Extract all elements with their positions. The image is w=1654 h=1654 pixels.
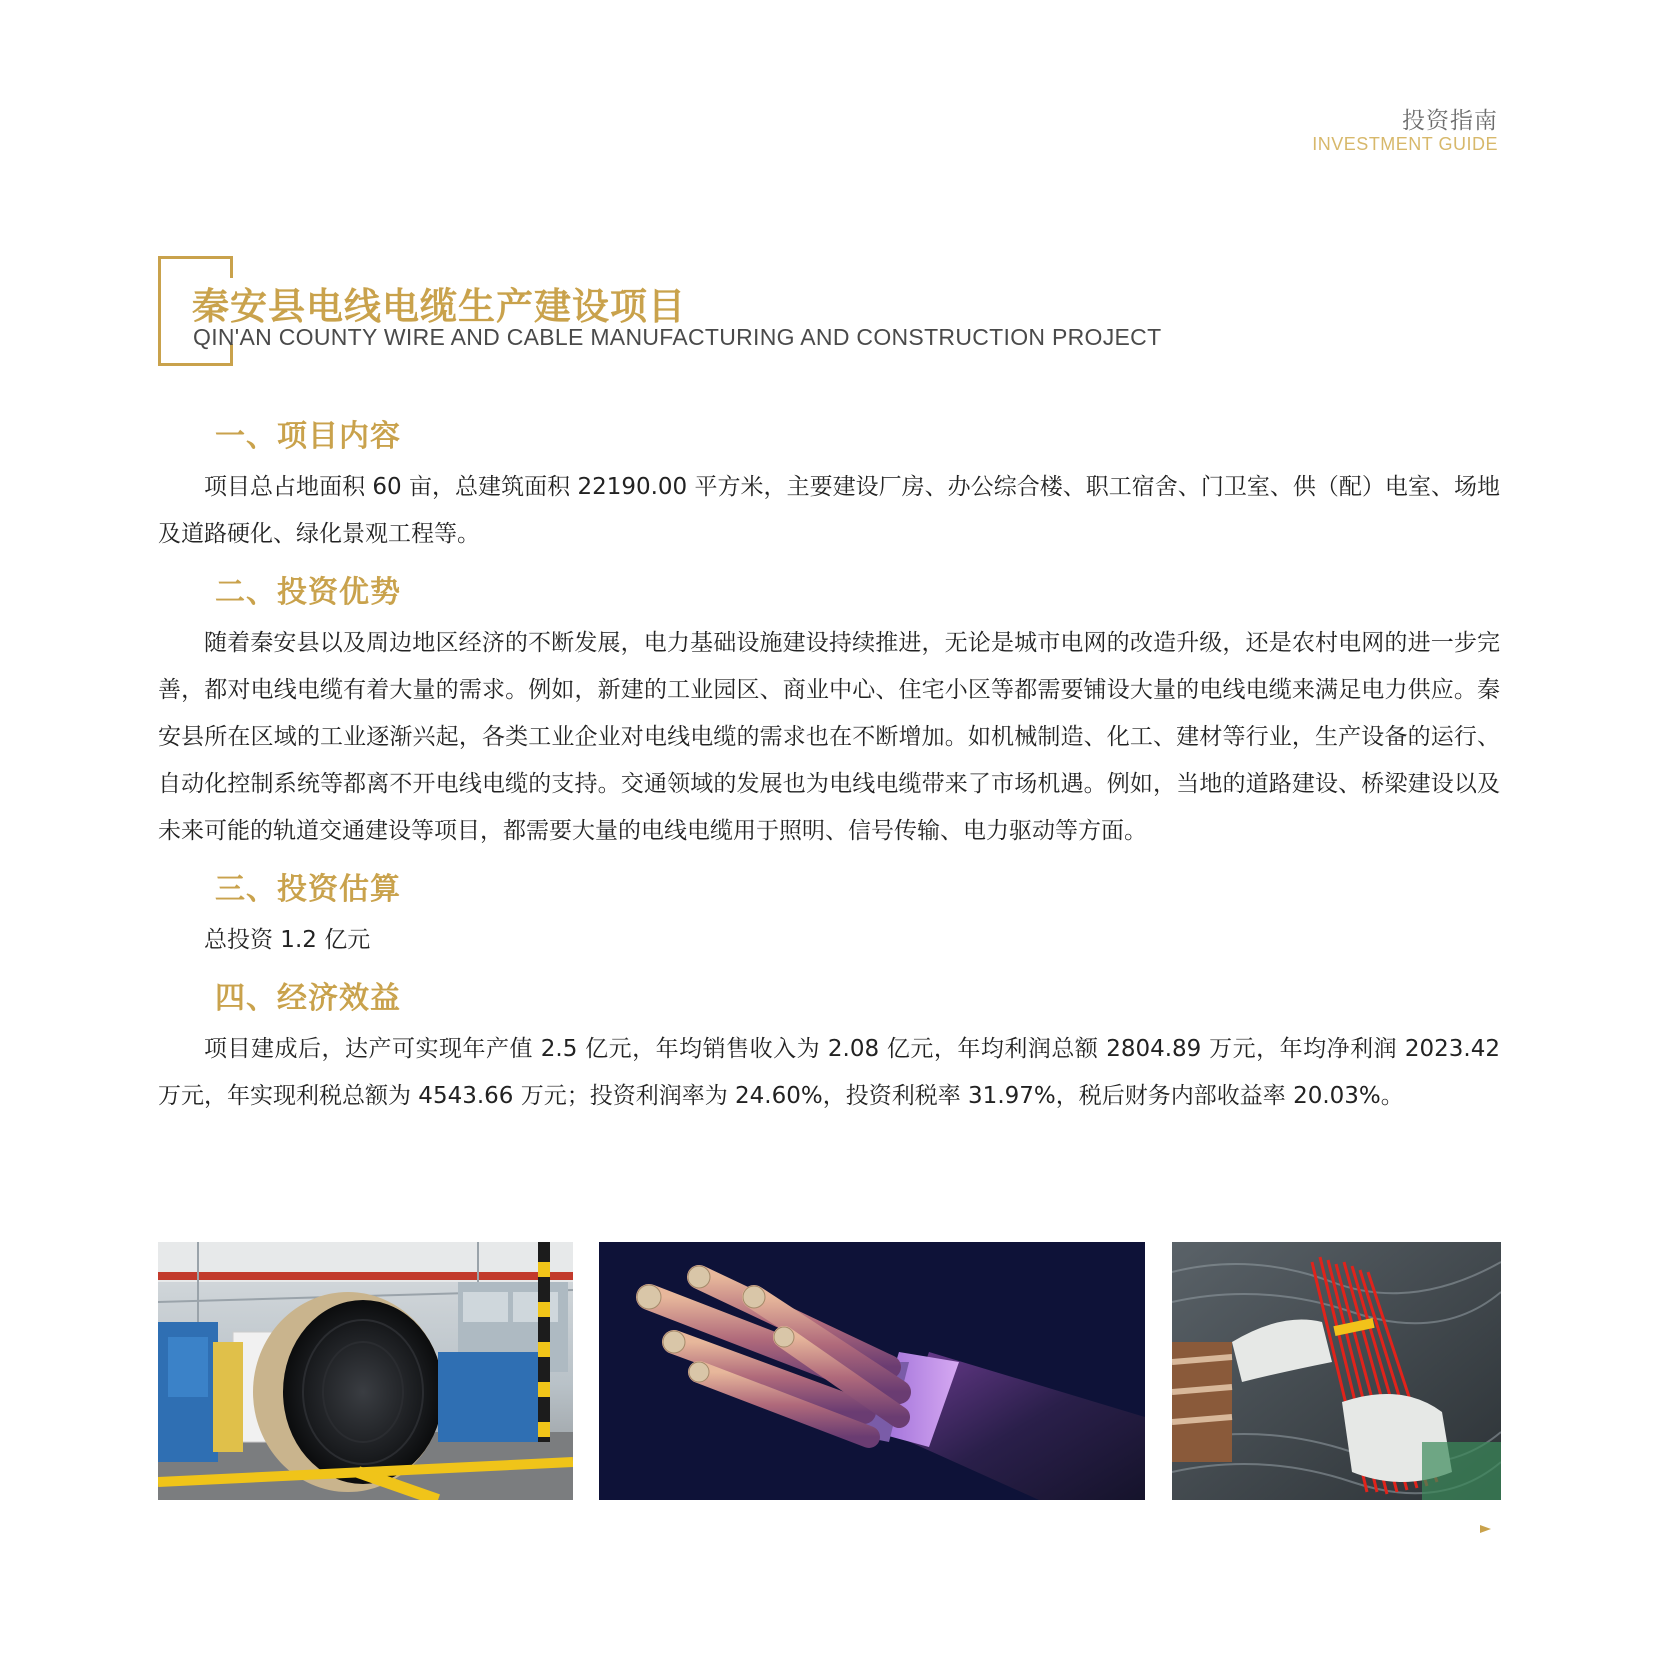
multicore-cable-render-photo [599,1242,1145,1500]
section-text-content: 项目总占地面积 60 亩，总建筑面积 22190.00 平方米，主要建设厂房、办公综合楼、职工宿舍、门卫室、供（配）电室、场地及道路硬化、绿化景观工程等。 [158,474,1500,547]
red-wire-bundle-photo [1172,1242,1501,1500]
section-text-benefits: 项目建成后，达产可实现年产值 2.5 亿元，年均销售收入为 2.08 亿元，年均利润总额 2804.89 万元，年均净利润 2023.42 万元，年实现利税总额为 4543.66 万元；投资利润率为 24.60%，投资利税率 31.97%，税后财务内部收益率 20.03%。 [158,1036,1500,1109]
photo-strip [158,1242,1500,1500]
section-heading-advantages: 二、投资优势 [215,575,401,610]
guide-title-en: INVESTMENT GUIDE [1312,134,1498,154]
project-title-cn: 秦安县电线电缆生产建设项目 [192,285,686,328]
section-heading-content: 一、项目内容 [215,419,401,454]
project-title-en: QIN'AN COUNTY WIRE AND CABLE MANUFACTURING AND CONSTRUCTION PROJECT [193,324,1162,350]
section-heading-benefits: 四、经济效益 [215,981,401,1016]
section-text-advantages: 随着秦安县以及周边地区经济的不断发展，电力基础设施建设持续推进，无论是城市电网的改造升级，还是农村电网的进一步完善，都对电线电缆有着大量的需求。例如，新建的工业园区、商业中心、住宅小区等都需要铺设大量的电线电缆来满足电力供应。秦安县所在区域的工业逐渐兴起，各类工业企业对电线电缆的需求也在不断增加。如机械制造、化工、建材等行业，生产设备的运行、自动化控制系统等都离不开电线电缆的支持。交通领域的发展也为电线电缆带来了市场机遇。例如，当地的道路建设、桥梁建设以及未来可能的轨道交通建设等项目，都需要大量的电线电缆用于照明、信号传输、电力驱动等方面。 [158,630,1500,844]
section-text-estimate: 总投资 1.2 亿元 [204,927,371,953]
guide-title-cn: 投资指南 [1402,108,1498,134]
project-body [158,414,1500,1124]
section-heading-estimate: 三、投资估算 [215,872,401,907]
factory-cable-drum-photo [158,1242,573,1500]
page-corner-triangle [1480,1525,1491,1533]
